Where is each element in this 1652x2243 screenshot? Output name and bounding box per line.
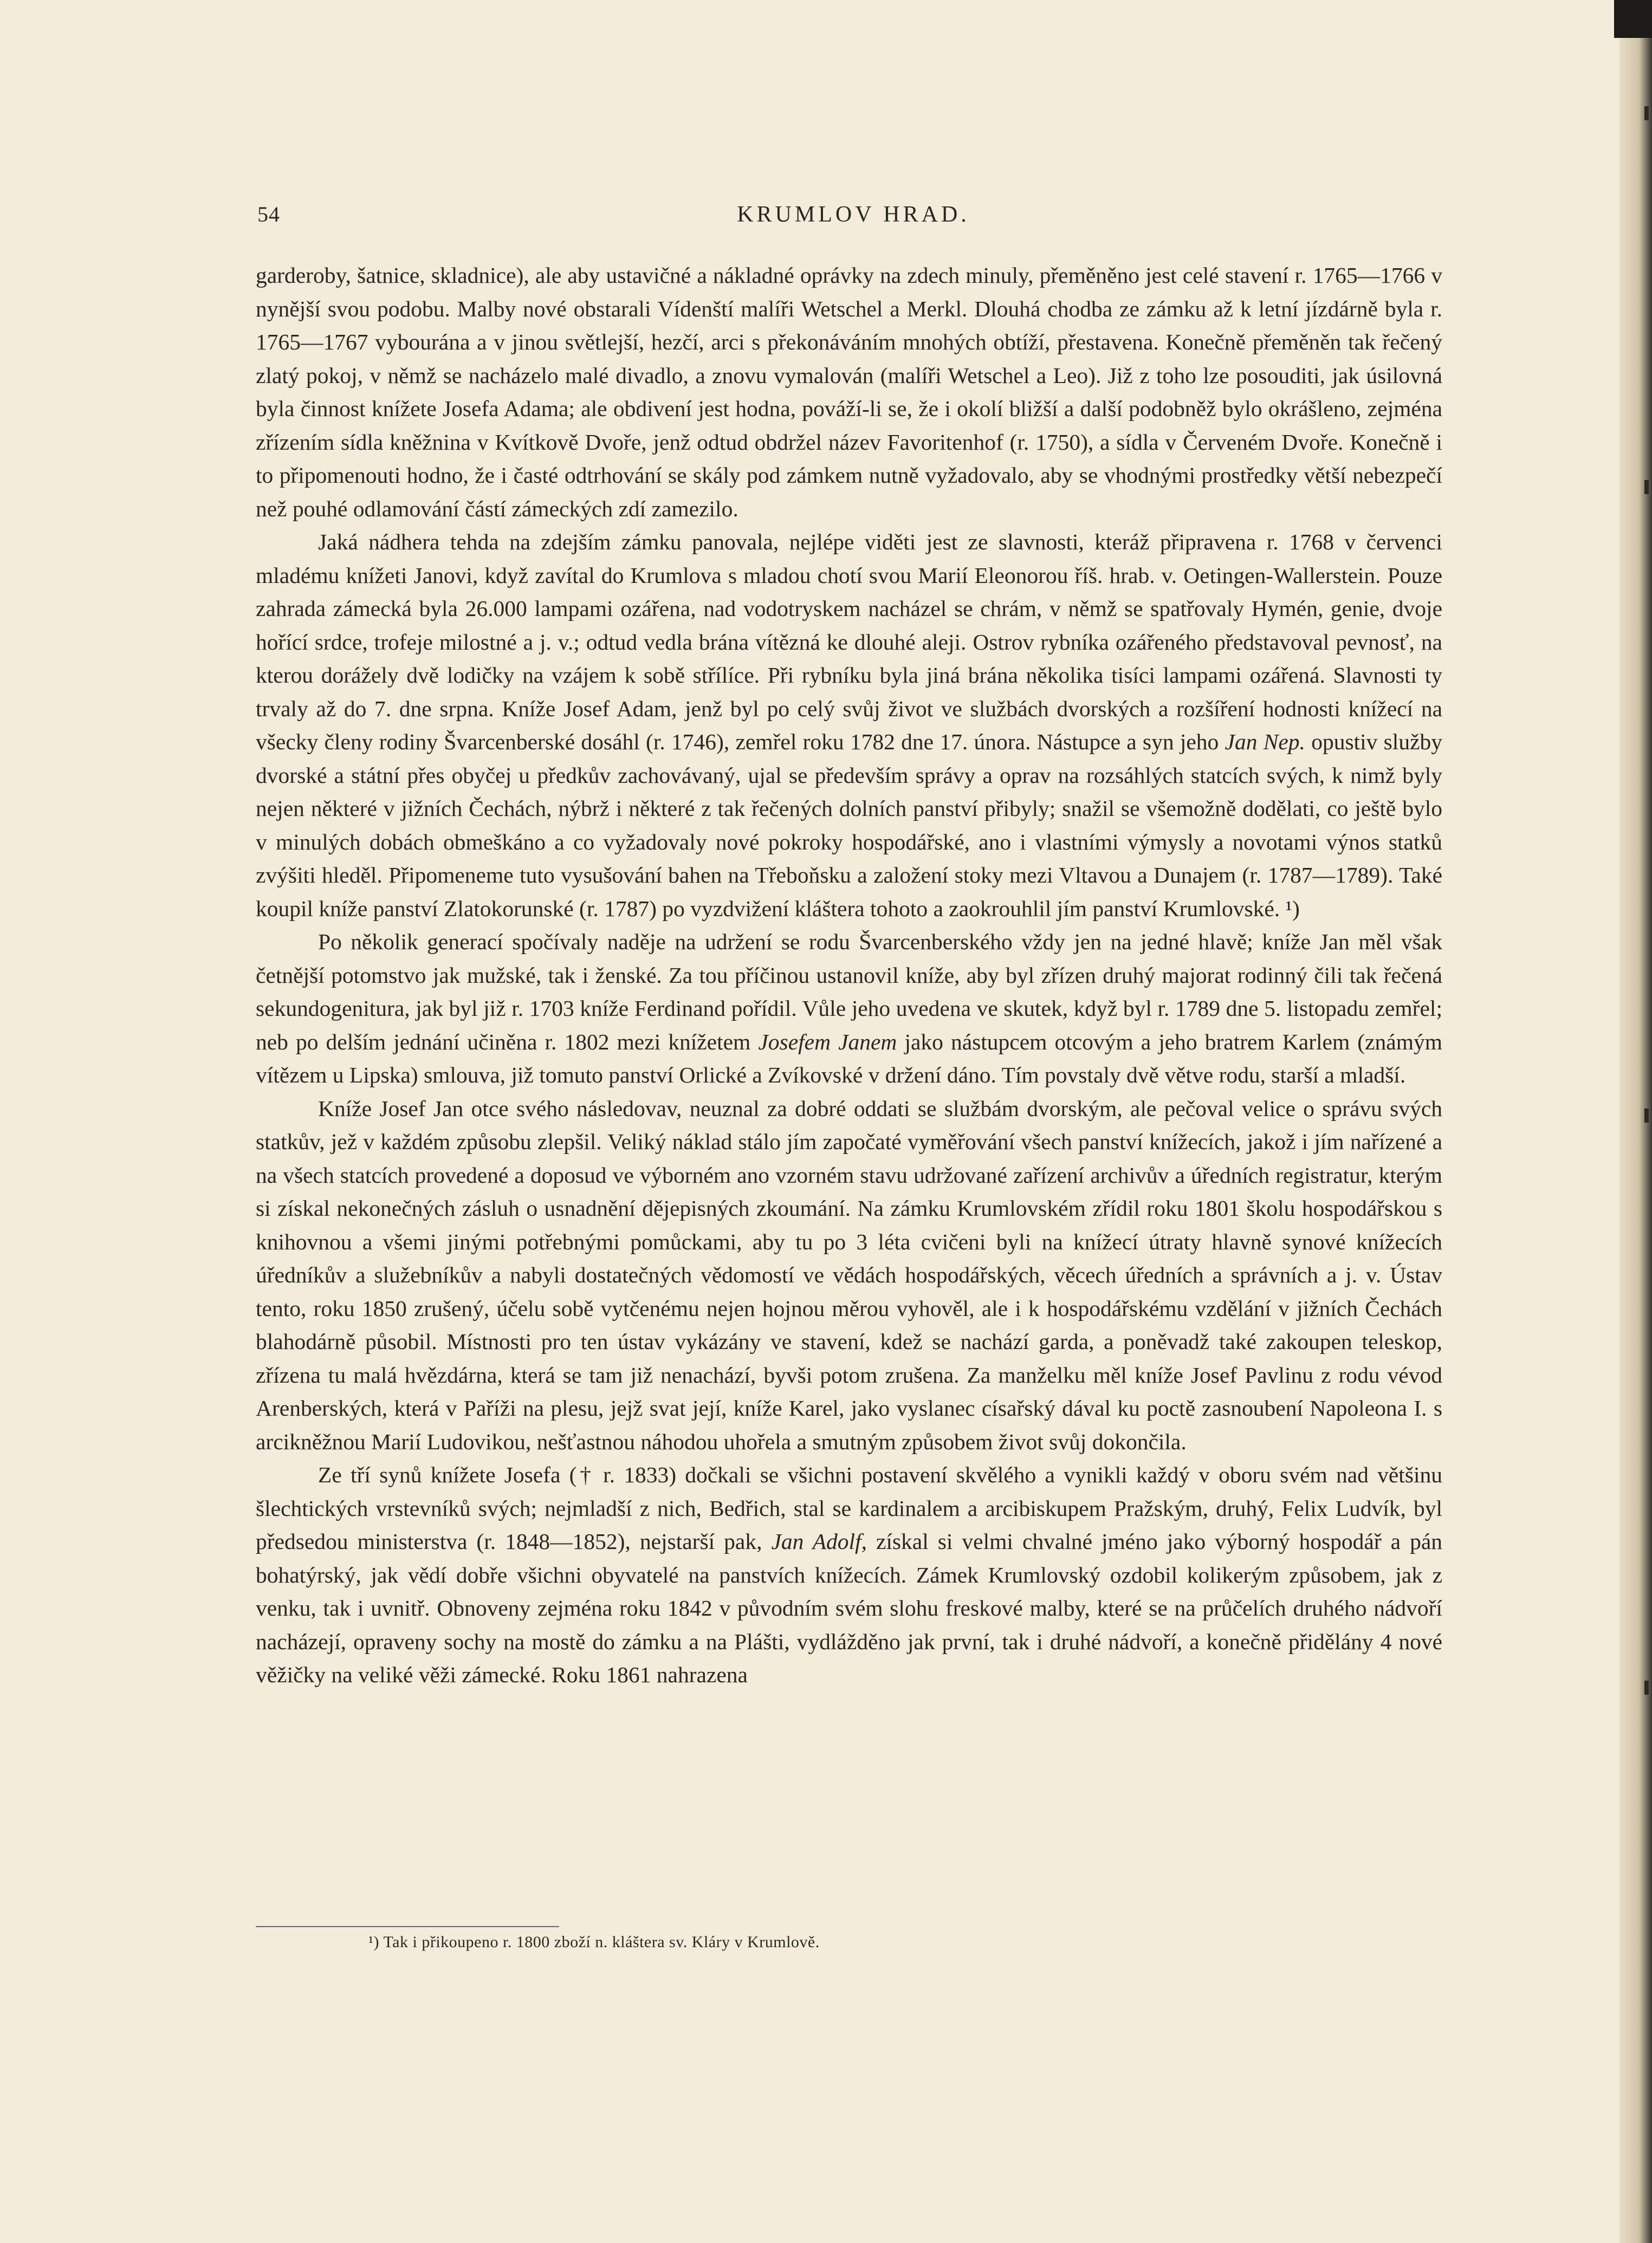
italic-name: Jan Nep. xyxy=(1225,729,1305,754)
body-text xyxy=(256,259,1442,1692)
running-title: KRUMLOV HRAD. xyxy=(737,202,970,227)
edge-mark xyxy=(1644,480,1649,494)
text-run: Ze tří synů knížete Josefa († r. 1833) dočkali se všichni postavení skvělého a vynikli každý v oboru svém nad většinu šlechtických vrstevníků svých; nejmladší z nich, Bedřich, stal se kardinalem a arcibiskupem Pražským, druhý, Felix Ludvík, byl předsedou ministerstva (r. 1848—1852), nejstarší pak, xyxy=(256,1462,1442,1554)
edge-mark xyxy=(1644,1108,1649,1123)
text-run: Po několik generací spočívaly naděje na udržení se rodu Švarcenberského vždy jen na jedné hlavě; kníže Jan měl však četnější potomstvo jak mužské, tak i ženské. Za tou příčinou ustanovil kníže, aby byl zřízen druhý majorat rodinný čili tak řečená sekundogenitura, jak byl již r. 1703 kníže Ferdinand pořídil. Vůle jeho uvedena ve skutek, když byl r. 1789 dne 5. listopadu zemřel; neb po delším jednání učiněna r. 1802 mezi knížetem xyxy=(256,929,1442,1054)
footnote-rule xyxy=(256,1926,559,1927)
paragraph xyxy=(256,526,1442,925)
italic-name: Jan Adolf xyxy=(771,1529,861,1554)
text-run: jako nástupcem otcovým a jeho bratrem Karlem (známým vítězem u Lipska) smlouva, již tomuto panství Orlické a Zvíkovské v držení dáno. Tím povstaly dvě větve rodu, starší a mladší. xyxy=(256,1029,1443,1087)
scan-corner-mark xyxy=(1614,0,1652,38)
text-run: Jaká nádhera tehda na zdejším zámku panovala, nejlépe viděti jest ze slavnosti, kteráž připravena r. 1768 v červenci mladému knížeti Janovi, když zavítal do Krumlova s mladou chotí svou Marií Eleonorou říš. hrab. v. Oetingen-Wallerstein. Pouze zahrada zámecká byla 26.000 lampami ozářena, nad vodotryskem nacházel se chrám, v němž se spatřovaly Hymén, genie, dvoje hořící srdce, trofeje milostné a j. v.; odtud vedla brána vítězná ke dlouhé aleji. Ostrov rybníka ozářeného představoval pevnosť, na kterou dorážely dvě lodičky na vzájem k sobě střílíce. Při rybníku byla jiná brána několika tisíci lampami ozářená. Slavnosti ty trvaly až do 7. dne srpna. Kníže Josef Adam, jenž byl po celý svůj život ve službách dvorských a rozšíření hodnosti knížecí na všecky členy rodiny Švarcenberské dosáhl (r. 1746), zemřel roku 1782 dne 17. února. Nástupce a syn jeho xyxy=(256,529,1442,754)
edge-mark xyxy=(1644,1681,1649,1695)
text-run: garderoby, šatnice, skladnice), ale aby ustavičné a nákladné oprávky na zdech minuly, přeměněno jest celé stavení r. 1765—1766 v nynější svou podobu. Malby nové obstarali Vídenští malíři Wetschel a Merkl. Dlouhá chodba ze zámku až k letní jízdárně byla r. 1765—1767 vybourána a v jinou světlejší, hezčí, arci s překonáváním mnohých obtíží, přestavena. Konečně přeměněn tak řečený zlatý pokoj, v němž se nacházelo malé divadlo, a znovu vymalován (malíři Wetschel a Leo). Již z toho lze posouditi, jak úsilovná byla činnost knížete Josefa Adama; ale obdivení jest hodna, pováží-li se, že i okolí bližší a další podobněž bylo okrášleno, zejména zřízením sídla kněžnina v Kvítkově Dvoře, jenž odtud obdržel název Favoritenhof (r. 1750), a sídla v Červeném Dvoře. Konečně i to připomenouti hodno, že i časté odtrhování se skály pod zámkem nutně vyžadovalo, aby se vhodnými prostředky větší nebezpečí než pouhé odlamování částí zámeckých zdí zamezilo. xyxy=(256,263,1442,521)
edge-mark xyxy=(1644,106,1649,120)
paragraph xyxy=(256,1092,1442,1459)
text-run: , získal si velmi chvalné jméno jako výborný hospodář a pán bohatýrský, jak vědí dobře všichni obyvatelé na panstvích knížecích. Zámek Krumlovský ozdobil kolikerým způsobem, jak z venku, tak i uvnitř. Obnoveny zejména roku 1842 v původním svém slohu freskové malby, které se na průčelích druhého nádvoří nacházejí, opraveny sochy na mostě do zámku a na Plášti, vydlážděno jak první, tak i druhé nádvoří, a konečně přidělány 4 nové věžičky na veliké věži zámecké. Roku 1861 nahrazena xyxy=(256,1529,1442,1687)
paragraph xyxy=(256,1458,1442,1692)
paragraph xyxy=(256,925,1442,1092)
text-run: Kníže Josef Jan otce svého následovav, neuznal za dobré oddati se službám dvorským, ale pečoval velice o správu svých statkův, jež v každém způsobu zlepšil. Veliký náklad stálo jím započaté vyměřování všech panství knížecích, jakož i jím nařízené a na všech statcích provedené a doposud ve výborném ano vzorném stavu udržované zařízení archivův a úředních registratur, kterým si získal nekonečných zásluh o usnadnění dějepisných zkoumání. Na zámku Krumlovském zřídil roku 1801 školu hospodářskou s knihovnou a všemi jinými potřebnými pomůckami, aby tu po 3 léta cvičeni byli na knížecí útraty hlavně synové knížecích úředníkův a služebníkův a nabyli dostatečných vědomostí ve vědách hospodářských, věcech úředních a správních a j. v. Ústav tento, roku 1850 zrušený, účelu sobě vytčenému nejen hojnou měrou vyhověl, ale i k hospodářskému vzdělání v jižních Čechách blahodárně působil. Místnosti pro ten ústav vykázány ve stavení, kdež se nachází garda, a poněvadž také zakoupen teleskop, zřízena tu malá hvězdárna, která se tam již nenachází, byvši potom zrušena. Za manželku měl kníže Josef Pavlinu z rodu vévod Arenberských, která v Paříži na plesu, jejž svat její, kníže Karel, jako vyslanec císařský dával ku poctě zasnoubení Napoleona I. s arcikněžnou Marií Ludovikou, nešťastnou náhodou uhořela a smutným způsobem život svůj dokončila. xyxy=(256,1095,1442,1454)
footnote: ¹) Tak i přikoupeno r. 1800 zboží n. kláštera sv. Kláry v Krumlově. xyxy=(368,1933,820,1951)
paragraph xyxy=(256,259,1442,526)
page-number: 54 xyxy=(257,202,280,226)
italic-name: Josefem Janem xyxy=(758,1029,897,1054)
text-run: opustiv služby dvorské a státní přes obyčej u předkův zachovávaný, ujal se především správy a oprav na rozsáhlých statcích svých, k nimž byly nejen některé v jižních Čechách, nýbrž i některé z tak řečených dolních panství přibyly; snažil se všemožně dodělati, co ještě bylo v minulých dobách obmeškáno a co vyžadovaly nové pokroky hospodářské, ano i vlastními výmysly a novotami výnos statků zvýšiti hleděl. Připomeneme tuto vysušování bahen na Třeboňsku a založení stoky mezi Vltavou a Dunajem (r. 1787—1789). Také koupil kníže panství Zlatokorunské (r. 1787) po vyzdvižení kláštera tohoto a zaokrouhlil jím panství Krumlovské. ¹) xyxy=(256,729,1443,921)
page-header xyxy=(257,202,1449,239)
